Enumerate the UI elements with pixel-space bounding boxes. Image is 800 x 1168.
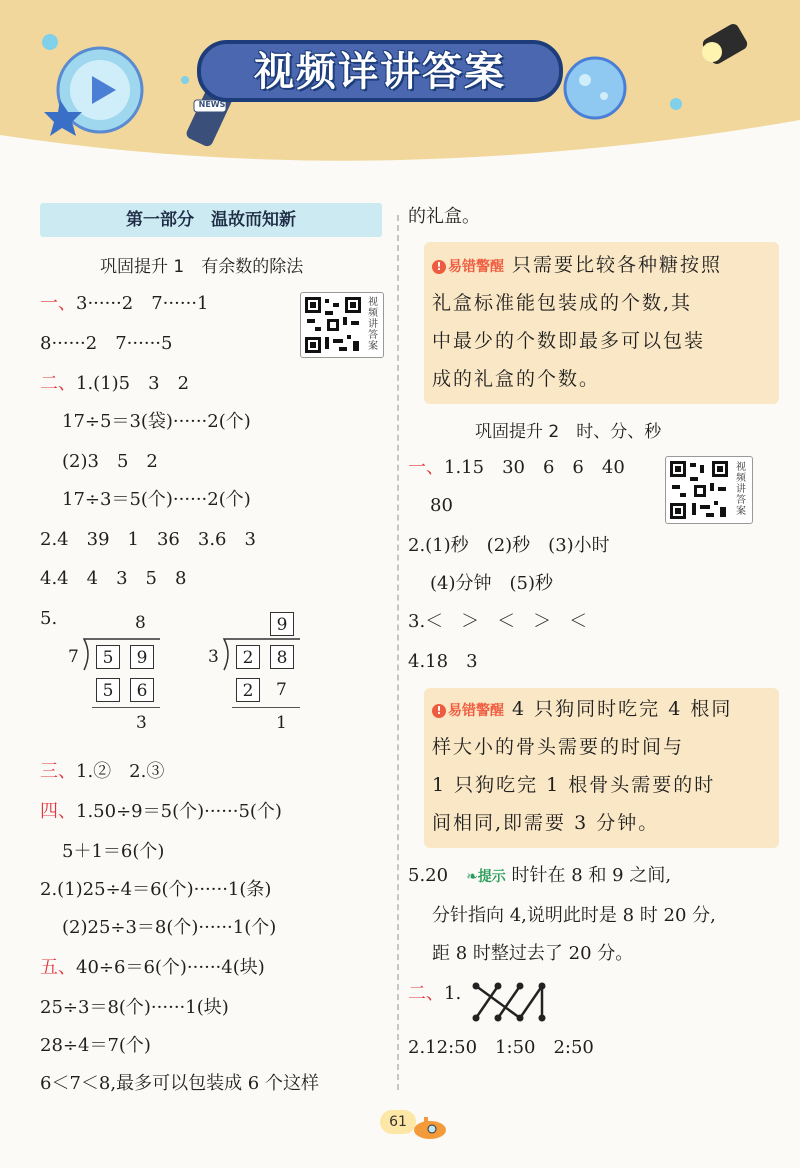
answer-line: 2.12:50 1:50 2:50 xyxy=(408,1037,594,1058)
product-digit: 5 xyxy=(96,678,120,702)
unit-title: 巩固提升 1 有余数的除法 xyxy=(100,257,304,277)
answer-line: 2.4 39 1 36 3.6 3 xyxy=(40,529,256,550)
answer-line: 三、1.② 2.③ xyxy=(40,761,165,782)
dividend-digit: 9 xyxy=(130,645,154,669)
quotient: 9 xyxy=(270,612,294,636)
answer-line: 5.20 ❧提示 时针在 8 和 9 之间, xyxy=(408,865,672,886)
dividend-digit: 2 xyxy=(236,645,260,669)
column-divider xyxy=(397,215,399,1090)
answer-line: 17÷3＝5(个)······2(个) xyxy=(62,489,251,510)
answer-line: 分针指向 4,说明此时是 8 时 20 分, xyxy=(432,905,716,926)
answer-line: 4.18 3 xyxy=(408,651,478,672)
answer-line: 四、1.50÷9＝5(个)······5(个) xyxy=(40,801,282,822)
answer-line: 的礼盒。 xyxy=(408,206,480,227)
answer-line: 4.4 4 3 5 8 xyxy=(40,568,187,589)
product-digit: 7 xyxy=(276,680,287,700)
answer-line: 2.(1)秒 (2)秒 (3)小时 xyxy=(408,535,610,556)
product-digit: 6 xyxy=(130,678,154,702)
answer-line: 25÷3＝8(个)······1(块) xyxy=(40,997,229,1018)
dividend-digit: 8 xyxy=(270,645,294,669)
answer-line: 二、1.(1)5 3 2 xyxy=(40,373,190,394)
qr-code-block[interactable] xyxy=(665,456,753,524)
answer-line: 3.＜ ＞ ＜ ＞ ＜ xyxy=(408,611,588,632)
quotient: 8 xyxy=(135,613,146,633)
answer-line: 6＜7＜8,最多可以包装成 6 个这样 xyxy=(40,1073,319,1094)
page-title: 视频详讲答案 xyxy=(254,49,506,95)
answer-line: 一、1.15 30 6 6 40 xyxy=(408,457,625,478)
qr-code-icon xyxy=(668,459,730,521)
answer-line: 一、3······2 7······1 xyxy=(40,293,209,314)
hint-tag: ❧提示 xyxy=(466,869,506,885)
product-digit: 2 xyxy=(236,678,260,702)
answer-line: 17÷5＝3(袋)······2(个) xyxy=(62,411,251,432)
qr-label: 视频讲答案 xyxy=(368,297,378,352)
division-line xyxy=(232,707,300,708)
qr-code-icon xyxy=(303,295,363,355)
answer-line: 8······2 7······5 xyxy=(40,333,173,354)
remainder: 3 xyxy=(136,713,147,733)
divisor: 7 xyxy=(68,647,79,667)
warning-box: ! 易错警醒 只需要比较各种糖按照 礼盒标准能包装成的个数,其 中最少的个数即最多可以包装 成的礼盒的个数。 xyxy=(424,242,779,404)
divisor: 3 xyxy=(208,647,219,667)
answer-line: 2.(1)25÷4＝6(个)······1(条) xyxy=(40,879,272,900)
exclamation-icon: ! xyxy=(432,704,446,718)
answer-line: 80 xyxy=(430,495,453,516)
dividend-digit: 5 xyxy=(96,645,120,669)
exclamation-icon: ! xyxy=(432,260,446,274)
answer-line: 距 8 时整过去了 20 分。 xyxy=(432,943,634,964)
qr-label: 视频讲答案 xyxy=(736,462,746,517)
answer-line: 二、1. xyxy=(408,983,462,1004)
qr-code-block[interactable] xyxy=(300,292,384,358)
section-title: 第一部分 温故而知新 xyxy=(40,203,382,237)
news-label: NEWS xyxy=(198,100,226,109)
division-line xyxy=(92,707,160,708)
page-number: 61 xyxy=(380,1110,416,1134)
unit-title: 巩固提升 2 时、分、秒 xyxy=(475,422,662,442)
remainder: 1 xyxy=(276,713,287,733)
answer-line: 5. xyxy=(40,608,58,629)
answer-line: 五、40÷6＝6(个)······4(块) xyxy=(40,957,265,978)
submarine-icon xyxy=(410,1112,448,1142)
warning-tag: ! 易错警醒 xyxy=(432,703,504,719)
answer-line: 5＋1＝6(个) xyxy=(62,841,165,862)
leaf-icon: ❧ xyxy=(466,869,478,885)
answer-line: (4)分钟 (5)秒 xyxy=(430,573,553,594)
answer-line: (2)3 5 2 xyxy=(62,451,158,472)
warning-box: ! 易错警醒 4 只狗同时吃完 4 根同 样大小的骨头需要的时间与 1 只狗吃完 1 根骨头需要的时 间相同,即需要 3 分钟。 xyxy=(424,688,779,848)
answer-line: 28÷4＝7(个) xyxy=(40,1035,151,1056)
warning-tag: ! 易错警醒 xyxy=(432,259,504,275)
answer-line: (2)25÷3＝8(个)······1(个) xyxy=(62,917,277,938)
matching-lines xyxy=(470,980,560,1024)
